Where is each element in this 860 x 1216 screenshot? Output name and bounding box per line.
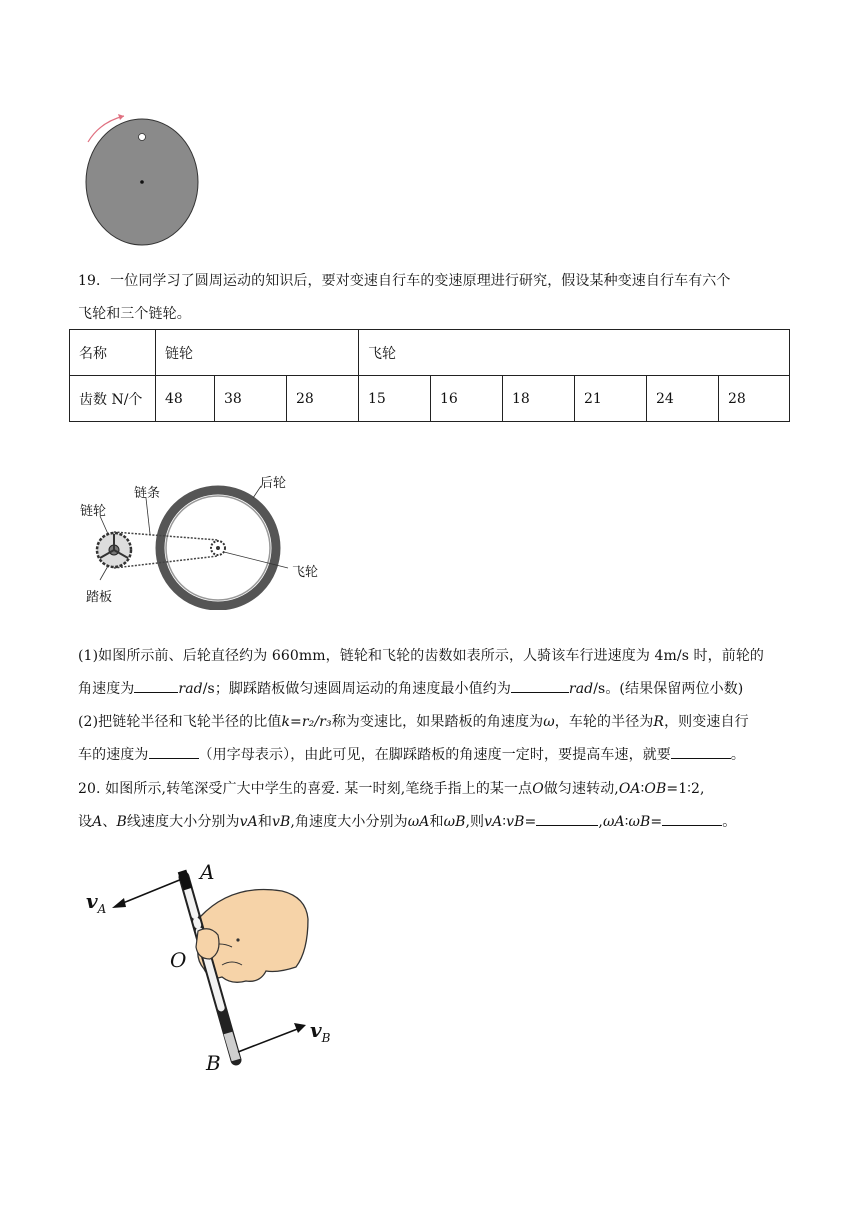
answer-blank[interactable]	[134, 679, 178, 693]
table-cell: 名称	[70, 330, 156, 376]
rotating-disc-figure	[80, 110, 206, 250]
q20-line-1: 20. 如图所示,转笔深受广大中学生的喜爱. 某一时刻,笔绕手指上的某一点O做匀速转动,OA∶OB=1∶2,	[78, 781, 705, 797]
answer-blank[interactable]	[671, 745, 731, 759]
q19-part1-line-1: (1)如图所示前、后轮直径约为 660mm，链轮和飞轮的齿数如表所示，人骑该车行进速度为 4m/s 时，前轮的	[78, 648, 765, 664]
q20-line-2: 设A、B线速度大小分别为vA和vB,角速度大小分别为ωA和ωB,则vA∶vB= ,ωA∶ωB= 。	[78, 814, 737, 830]
gear-teeth-table	[69, 329, 790, 422]
table-cell: 飞轮	[359, 330, 790, 376]
bicycle-drivetrain-figure	[78, 470, 338, 610]
q19-part2-line-1: (2)把链轮半径和飞轮半径的比值k=r₂/r₃称为变速比，如果踏板的角速度为ω，车轮的半径为R，则变速自行	[78, 714, 749, 730]
table-cell: 链轮	[156, 330, 359, 376]
label-velocity-b: $v_B$	[310, 1018, 331, 1045]
marked-point	[139, 134, 146, 141]
table-cell: 48	[156, 376, 215, 422]
answer-blank[interactable]	[536, 812, 598, 826]
q19-line-2: 飞轮和三个链轮。	[78, 306, 191, 322]
table-cell: 齿数 N/个	[70, 376, 156, 422]
table-cell: 38	[215, 376, 287, 422]
q19-part2-line-2: 车的速度为 （用字母表示），由此可见，在脚踩踏板的角速度一定时，要提高车速，就要 。	[78, 747, 746, 763]
velocity-a-arrow	[118, 879, 182, 905]
label-point-b: B	[206, 1051, 221, 1075]
table-cell: 21	[575, 376, 647, 422]
label-flywheel: 飞轮	[292, 565, 319, 580]
answer-blank[interactable]	[662, 812, 722, 826]
answer-blank[interactable]	[511, 679, 569, 693]
q19-part1-line-2: 角速度为 rad/s；脚踩踏板做匀速圆周运动的角速度最小值约为 rad/s。(结果保留两位小数)	[78, 681, 744, 697]
table-cell: 24	[647, 376, 719, 422]
table-cell: 28	[719, 376, 790, 422]
table-cell: 16	[431, 376, 503, 422]
velocity-b-arrow	[238, 1028, 300, 1052]
table-row	[70, 376, 790, 422]
label-chain: 链条	[134, 486, 161, 501]
label-point-a: A	[200, 860, 215, 884]
answer-blank[interactable]	[149, 745, 199, 759]
table-cell: 18	[503, 376, 575, 422]
label-chainring: 链轮	[80, 504, 107, 519]
label-point-o: O	[170, 948, 187, 972]
label-pedal: 踏板	[86, 590, 113, 605]
table-row	[70, 330, 790, 376]
table-cell: 15	[359, 376, 431, 422]
q19-line-1: 19．一位同学习了圆周运动的知识后，要对变速自行车的变速原理进行研究，假设某种变速自行车有六个	[78, 273, 731, 289]
center-point	[140, 180, 144, 184]
label-rear-wheel: 后轮	[260, 476, 287, 491]
label-velocity-a: $v_A$	[86, 889, 107, 916]
pen-spinning-figure	[82, 855, 342, 1080]
table-cell: 28	[287, 376, 359, 422]
